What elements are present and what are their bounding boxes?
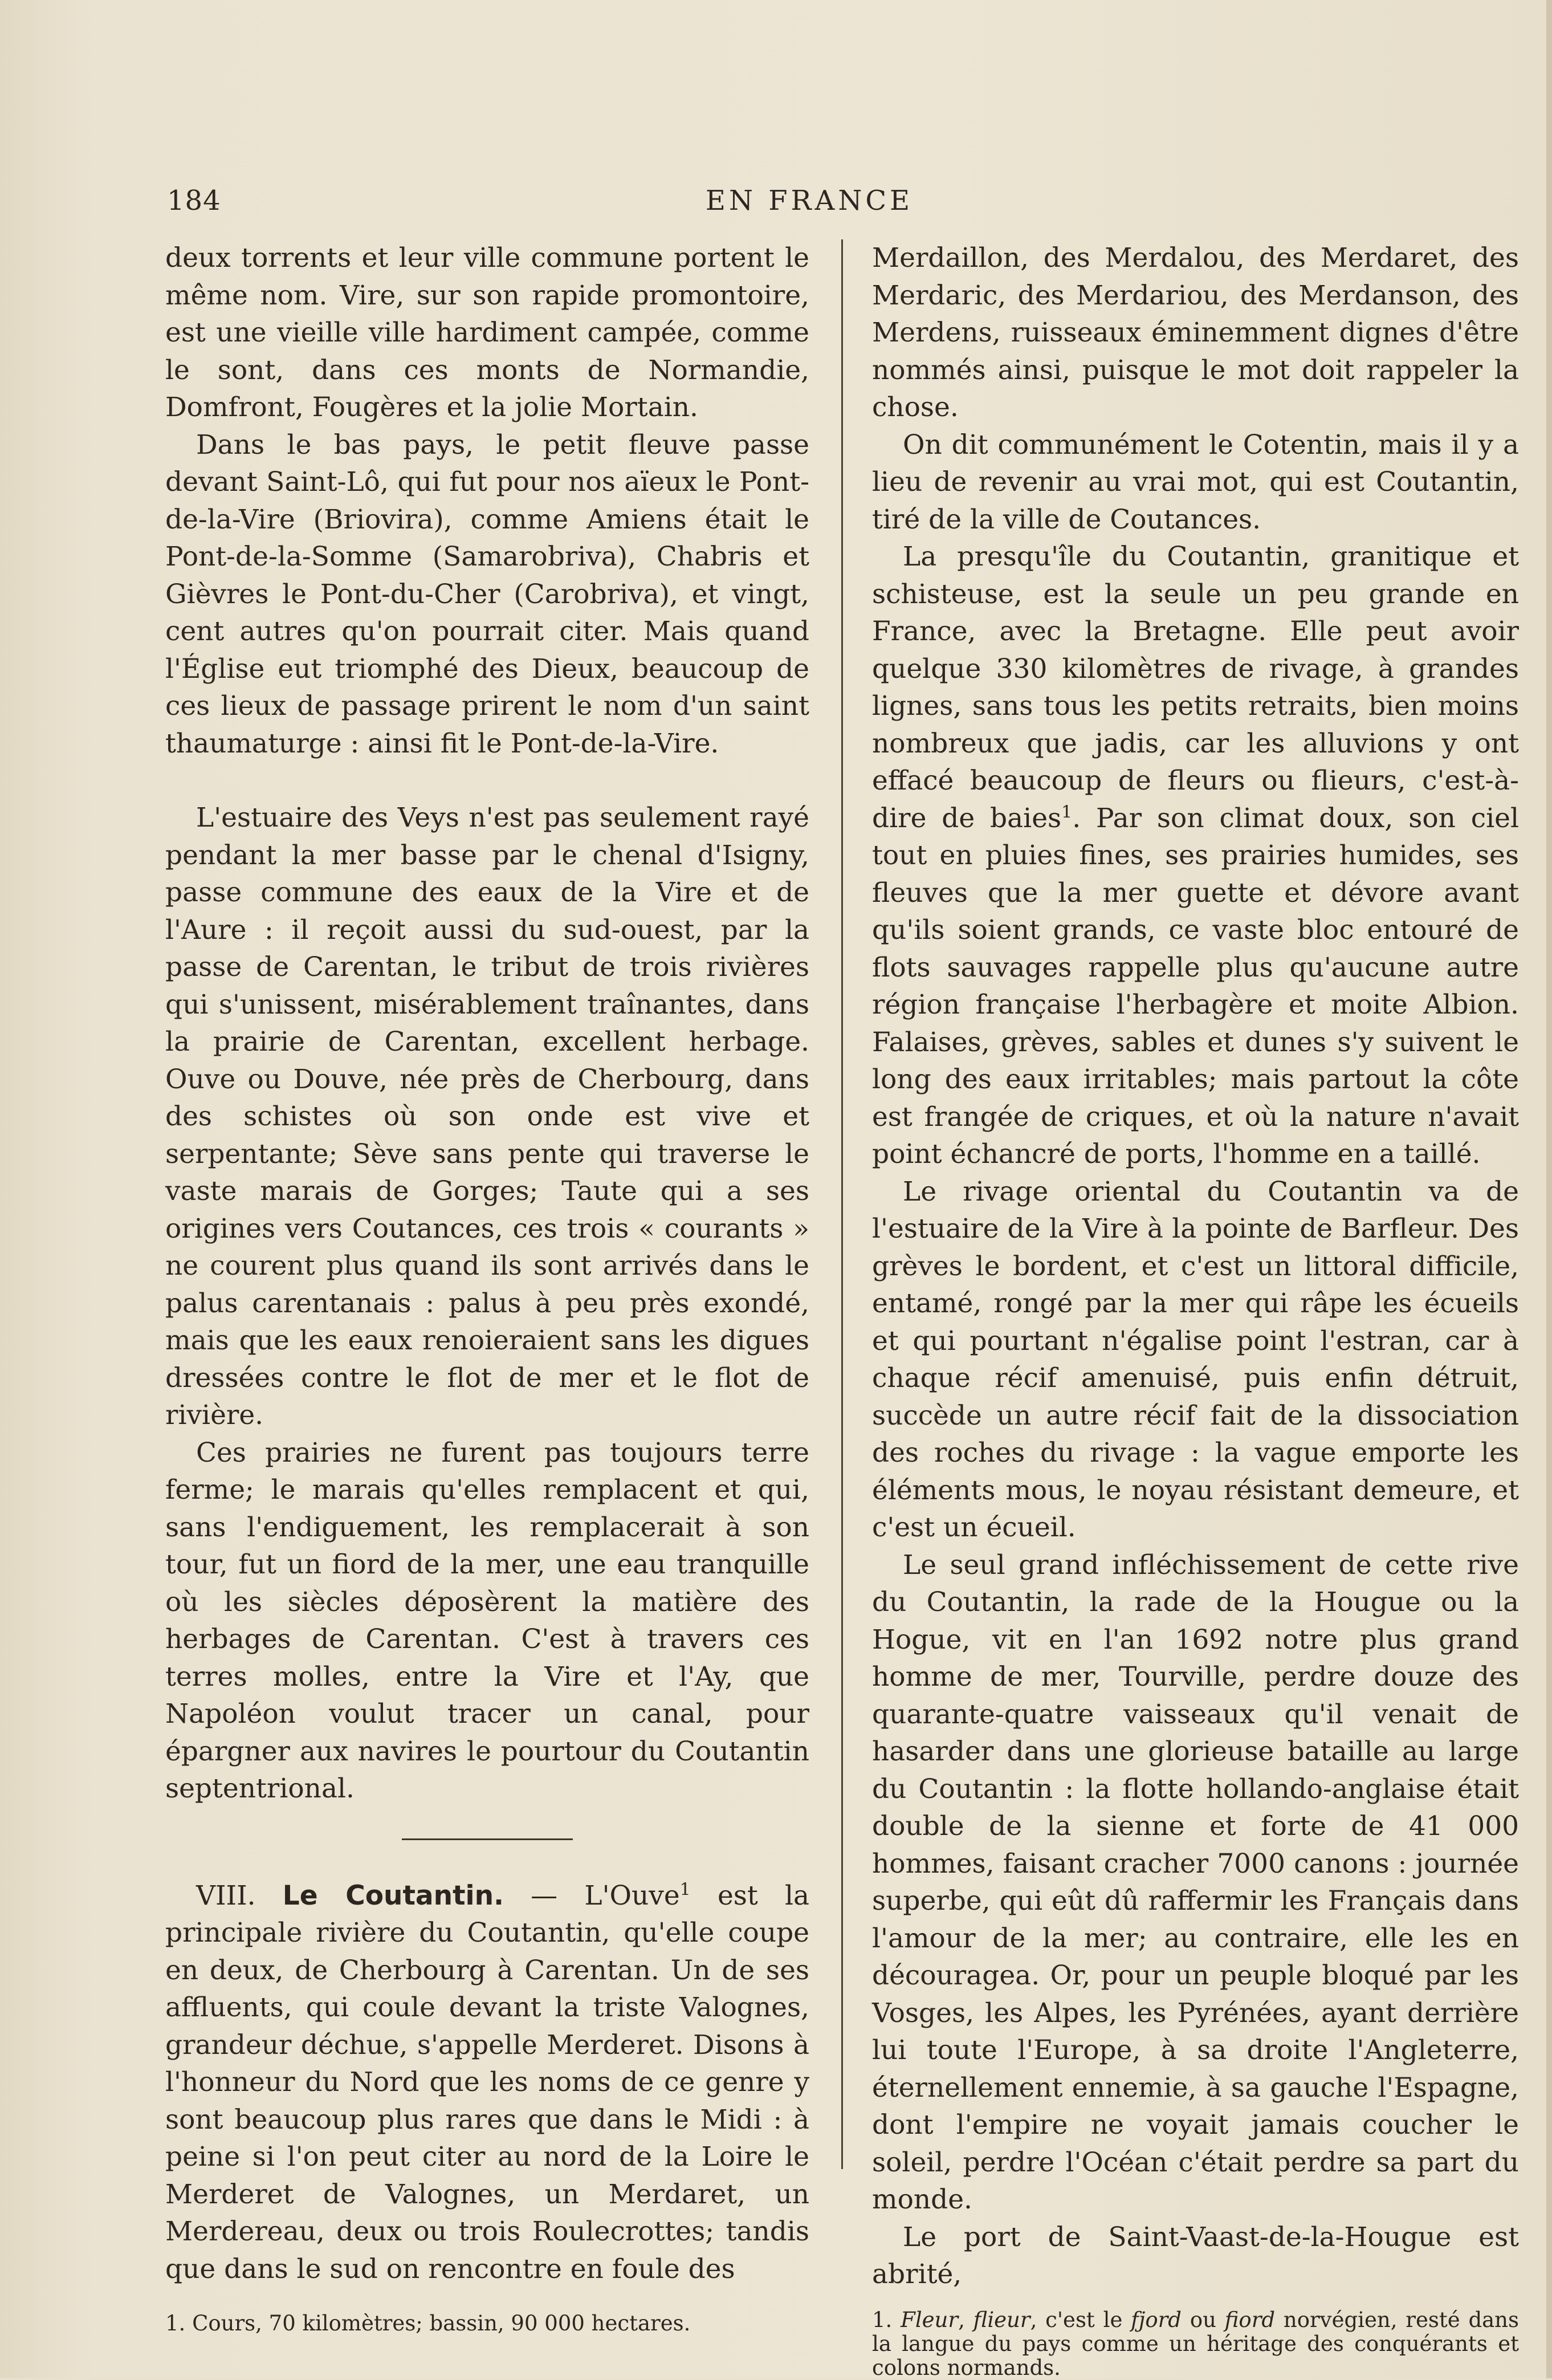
paragraph: Dans le bas pays, le petit fleuve passe devant Saint-Lô, qui fut pour nos aïeux le Pont-de-la-Vire (Briovira), comme Amiens était le Pont-de-la-Somme (Samarobriva), Chabris et Gièvres le Pont-du-Cher (Carobriva), et vingt, cent autres qu'on pourrait citer. Mais quand l'Église eut triomphé des Dieux, beaucoup de ces lieux de passage prirent le nom d'un saint thaumaturge : ainsi fit le Pont-de-la-Vire. [165,429,809,759]
footnote [872,2308,1519,2380]
left-column [165,239,809,2336]
paragraph-gap [165,762,809,799]
footnote-term: fiord [1224,2307,1276,2332]
section-text: est la principale rivière du Coutantin, qu'elle coupe en deux, de Cherbourg à Carentan. Un de ses affluents, qui coule devant la triste Valognes, grandeur déchue, s'appelle Merderet. Disons à l'honneur du Nord que les noms de ce genre y sont beaucoup plus rares que dans le Midi : à peine si l'on peut citer au nord de la Loire le Merderet de Valognes, un Merdaret, un Merdereau, deux ou trois Roulecrottes; tandis que dans le sud on rencontre en foule des [165,1879,809,2285]
paragraph: Ces prairies ne furent pas toujours terre ferme; le marais qu'elles remplacent et qui, sans l'endiguement, les remplacerait à son tour, fut un fiord de la mer, une eau tranquille où les siècles déposèrent la matière des herbages de Carentan. C'est à travers ces terres molles, entre la Vire et l'Ay, que Napoléon voulut tracer un canal, pour épargner aux navires le pourtour du Coutantin septentrional. [165,1437,809,1804]
paragraph-text: . Par son climat doux, son ciel tout en pluies fines, ses prairies humides, ses fleuves que la mer guette et dévore avant qu'ils soient grands, ce vaste bloc entouré de flots sauvages rappelle plus qu'aucune autre région française l'herbagère et moite Albion. Falaises, grèves, sables et dunes s'y suivent le long des eaux irritables; mais partout la côte est frangée de criques, et où la nature n'avait point échancré de ports, l'homme en a taillé. [872,802,1519,1170]
running-title: EN FRANCE [705,185,914,217]
paragraph: deux torrents et leur ville commune portent le même nom. Vire, sur son rapide promontoire, est une vieille ville hardiment campée, comme le sont, dans ces monts de Normandie, Domfront, Fougères et la jolie Mortain. [165,242,809,423]
paragraph: Le seul grand infléchissement de cette rive du Coutantin, la rade de la Hougue ou la Hogue, vit en l'an 1692 notre plus grand homme de mer, Tourville, perdre douze des quarante-quatre vaisseaux qu'il venait de hasarder dans une glorieuse bataille au large du Coutantin : la flotte hollando-anglaise était double de la sienne et forte de 41 000 hommes, faisant cracher 7000 canons : journée superbe, qui eût dû raffermir les Français dans l'amour de la mer; au contraire, elle les en découragea. Or, pour un peuple bloqué par les Vosges, les Alpes, les Pyrénées, ayant derrière lui toute l'Europe, à sa droite l'Angleterre, éternellement ennemie, à sa gauche l'Espagne, dont l'empire ne voyait jamais coucher le soleil, perdre l'Océan c'était perdre sa part du monde. [872,1549,1519,2215]
paragraph: On dit communément le Cotentin, mais il y a lieu de revenir au vrai mot, qui est Coutantin, tiré de la ville de Coutances. [872,429,1519,535]
footnote-number: 1. [872,2307,893,2332]
footnote-text: , c'est le [1030,2307,1131,2332]
footnote-text: norvégien, resté dans la langue du pays comme un héritage des conquérants et colons normands. [872,2307,1520,2380]
footnote-term: fjord [1131,2307,1182,2332]
section-paragraph [165,1877,809,2288]
paragraph: Le port de Saint-Vaast-de-la-Hougue est abrité, [872,2221,1519,2290]
paragraph: Le rivage oriental du Coutantin va de l'estuaire de la Vire à la pointe de Barfleur. Des grèves le bordent, et c'est un littoral difficile, entamé, rongé par la mer qui râpe les écueils et qui pourtant n'égalise point l'estran, car à chaque récif amenuisé, puis enfin détruit, succède un autre récif fait de la dissociation des roches du rivage : la vague emporte les éléments mous, le noyau résistant demeure, et c'est un écueil. [872,1175,1519,1543]
footnote-term: flieur [973,2307,1030,2332]
page-edge [1546,0,1552,2378]
right-column [872,239,1519,2380]
footnote-ref: 1 [679,1879,691,1899]
footnote-term: Fleur [901,2307,959,2332]
footnote-text: , [958,2307,973,2332]
footnote: 1. Cours, 70 kilomètres; bassin, 90 000 hectares. [165,2311,691,2336]
column-divider [841,239,843,2169]
section-separator [402,1838,573,1840]
page-number: 184 [167,185,221,217]
paragraph: L'estuaire des Veys n'est pas seulement rayé pendant la mer basse par le chenal d'Isigny, passe commune des eaux de la Vire et de l'Aure : il reçoit aussi du sud-ouest, par la passe de Carentan, le tribut de trois rivières qui s'unissent, misérablement traînantes, dans la prairie de Carentan, excellent herbage. Ouve ou Douve, née près de Cherbourg, dans des schistes où son onde est vive et serpentante; Sève sans pente qui traverse le vaste marais de Gorges; Taute qui a ses origines vers Coutances, ces trois « courants » ne courent plus quand ils sont arrivés dans le palus carentanais : palus à peu près exondé, mais que les eaux renoieraient sans les digues dressées contre le flot de mer et le flot de rivière. [165,802,809,1431]
footnote-ref: 1 [1061,802,1073,822]
paragraph-text: La presqu'île du Coutantin, granitique et schisteuse, est la seule un peu grande en France, avec la Bretagne. Elle peut avoir quelque 330 kilomètres de rivage, à grandes lignes, sans tous les petits retraits, bien moins nombreux que jadis, car les alluvions y ont effacé beaucoup de fleurs ou flieurs, c'est-à-dire de baies [872,541,1519,834]
footnote-text: ou [1182,2307,1225,2332]
paragraph [872,538,1519,1173]
section-number: VIII. [196,1879,256,1911]
section-title: Le Coutantin. [282,1879,504,1911]
paragraph: Merdaillon, des Merdalou, des Merdaret, des Merdaric, des Merdariou, des Merdanson, des Merdens, ruisseaux éminemment dignes d'être nommés ainsi, puisque le mot doit rappeler la chose. [872,242,1519,423]
section-lead: — L'Ouve [504,1879,680,1911]
